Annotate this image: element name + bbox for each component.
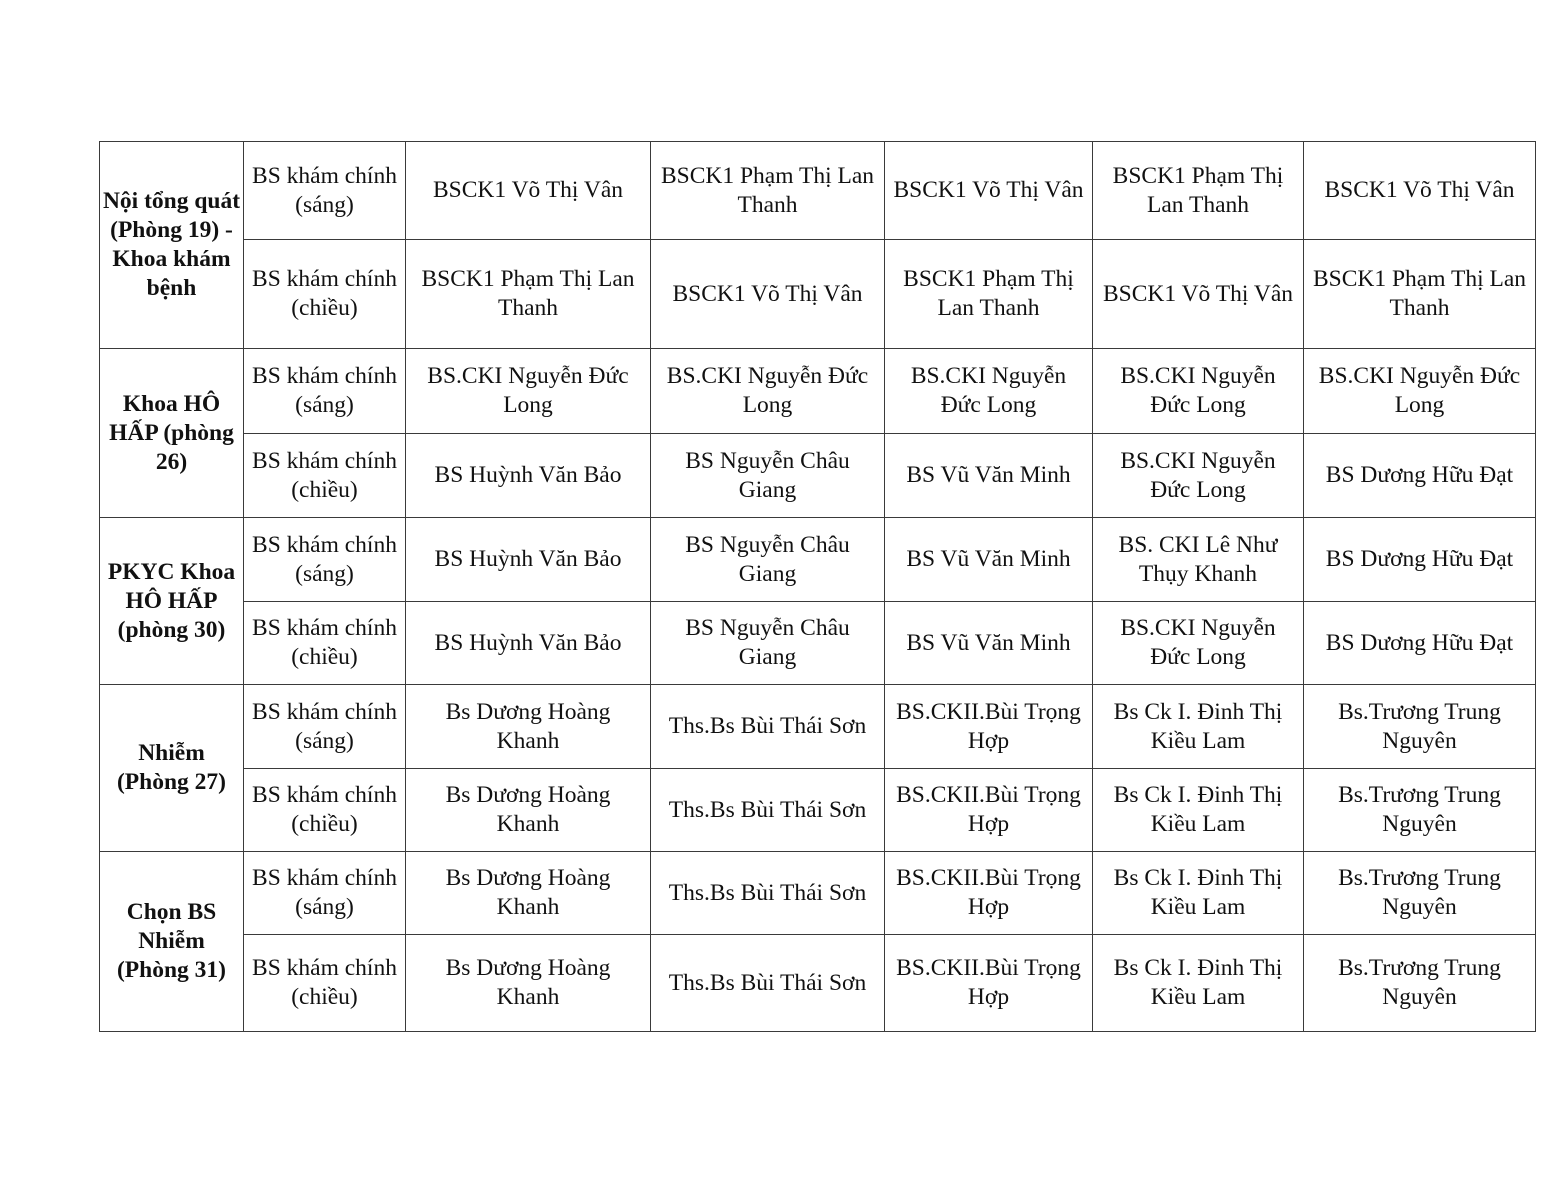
doctor-cell: BS.CKII.Bùi Trọng Hợp (885, 935, 1093, 1032)
doctor-cell: Ths.Bs Bùi Thái Sơn (651, 935, 885, 1032)
doctor-cell: BS.CKI Nguyễn Đức Long (1093, 434, 1304, 518)
doctor-schedule-table (99, 141, 1536, 1032)
shift-role-cell: BS khám chính (chiều) (244, 240, 406, 349)
doctor-cell: BS.CKI Nguyễn Đức Long (406, 349, 651, 434)
doctor-cell: BSCK1 Võ Thị Vân (885, 142, 1093, 240)
doctor-cell: BSCK1 Phạm Thị Lan Thanh (1093, 142, 1304, 240)
doctor-cell: BSCK1 Phạm Thị Lan Thanh (406, 240, 651, 349)
shift-role-cell: BS khám chính (chiều) (244, 935, 406, 1032)
doctor-cell: BS.CKI Nguyễn Đức Long (885, 349, 1093, 434)
table-row (100, 240, 1536, 349)
doctor-cell: BS Vũ Văn Minh (885, 518, 1093, 602)
doctor-cell: BS.CKII.Bùi Trọng Hợp (885, 852, 1093, 935)
doctor-cell: Bs Dương Hoàng Khanh (406, 769, 651, 852)
doctor-cell: BSCK1 Võ Thị Vân (1093, 240, 1304, 349)
doctor-cell: Bs Dương Hoàng Khanh (406, 935, 651, 1032)
doctor-cell: BS Dương Hữu Đạt (1304, 518, 1536, 602)
doctor-cell: BS.CKII.Bùi Trọng Hợp (885, 769, 1093, 852)
doctor-cell: Bs Ck I. Đinh Thị Kiều Lam (1093, 935, 1304, 1032)
doctor-cell: Bs Dương Hoàng Khanh (406, 852, 651, 935)
doctor-cell: Bs.Trương Trung Nguyên (1304, 769, 1536, 852)
doctor-cell: Bs Dương Hoàng Khanh (406, 685, 651, 769)
shift-role-cell: BS khám chính (sáng) (244, 685, 406, 769)
doctor-cell: BS.CKII.Bùi Trọng Hợp (885, 685, 1093, 769)
doctor-cell: BSCK1 Võ Thị Vân (651, 240, 885, 349)
doctor-cell: Ths.Bs Bùi Thái Sơn (651, 769, 885, 852)
table-row (100, 142, 1536, 240)
department-cell: Nội tổng quát (Phòng 19) - Khoa khám bệnh (100, 142, 244, 349)
doctor-cell: BSCK1 Võ Thị Vân (1304, 142, 1536, 240)
shift-role-cell: BS khám chính (sáng) (244, 852, 406, 935)
doctor-cell: BS Dương Hữu Đạt (1304, 434, 1536, 518)
doctor-cell: BS Vũ Văn Minh (885, 602, 1093, 685)
doctor-cell: BS Nguyễn Châu Giang (651, 434, 885, 518)
doctor-cell: BSCK1 Phạm Thị Lan Thanh (1304, 240, 1536, 349)
doctor-cell: BS Huỳnh Văn Bảo (406, 434, 651, 518)
department-cell: Chọn BS Nhiễm (Phòng 31) (100, 852, 244, 1032)
doctor-cell: BSCK1 Võ Thị Vân (406, 142, 651, 240)
doctor-cell: Ths.Bs Bùi Thái Sơn (651, 852, 885, 935)
table-row (100, 602, 1536, 685)
doctor-cell: Bs.Trương Trung Nguyên (1304, 685, 1536, 769)
department-cell: Khoa HÔ HẤP (phòng 26) (100, 349, 244, 518)
shift-role-cell: BS khám chính (sáng) (244, 518, 406, 602)
table-row (100, 935, 1536, 1032)
shift-role-cell: BS khám chính (chiều) (244, 434, 406, 518)
doctor-cell: BS Huỳnh Văn Bảo (406, 602, 651, 685)
doctor-cell: BS Huỳnh Văn Bảo (406, 518, 651, 602)
shift-role-cell: BS khám chính (sáng) (244, 349, 406, 434)
department-cell: PKYC Khoa HÔ HẤP (phòng 30) (100, 518, 244, 685)
table-row (100, 769, 1536, 852)
doctor-cell: BSCK1 Phạm Thị Lan Thanh (651, 142, 885, 240)
doctor-cell: BS.CKI Nguyễn Đức Long (1304, 349, 1536, 434)
table-row (100, 852, 1536, 935)
shift-role-cell: BS khám chính (chiều) (244, 602, 406, 685)
schedule-body (100, 142, 1536, 1032)
doctor-cell: BSCK1 Phạm Thị Lan Thanh (885, 240, 1093, 349)
doctor-cell: BS Dương Hữu Đạt (1304, 602, 1536, 685)
doctor-cell: BS. CKI Lê Như Thụy Khanh (1093, 518, 1304, 602)
table-row (100, 434, 1536, 518)
doctor-cell: BS Vũ Văn Minh (885, 434, 1093, 518)
doctor-cell: BS.CKI Nguyễn Đức Long (1093, 602, 1304, 685)
doctor-cell: Bs Ck I. Đinh Thị Kiều Lam (1093, 852, 1304, 935)
doctor-cell: Ths.Bs Bùi Thái Sơn (651, 685, 885, 769)
table-row (100, 685, 1536, 769)
shift-role-cell: BS khám chính (chiều) (244, 769, 406, 852)
doctor-cell: BS Nguyễn Châu Giang (651, 518, 885, 602)
doctor-cell: Bs Ck I. Đinh Thị Kiều Lam (1093, 685, 1304, 769)
doctor-cell: Bs.Trương Trung Nguyên (1304, 935, 1536, 1032)
doctor-cell: BS.CKI Nguyễn Đức Long (651, 349, 885, 434)
doctor-cell: Bs Ck I. Đinh Thị Kiều Lam (1093, 769, 1304, 852)
table-row (100, 349, 1536, 434)
shift-role-cell: BS khám chính (sáng) (244, 142, 406, 240)
department-cell: Nhiễm (Phòng 27) (100, 685, 244, 852)
doctor-cell: BS Nguyễn Châu Giang (651, 602, 885, 685)
table-row (100, 518, 1536, 602)
doctor-cell: Bs.Trương Trung Nguyên (1304, 852, 1536, 935)
doctor-cell: BS.CKI Nguyễn Đức Long (1093, 349, 1304, 434)
